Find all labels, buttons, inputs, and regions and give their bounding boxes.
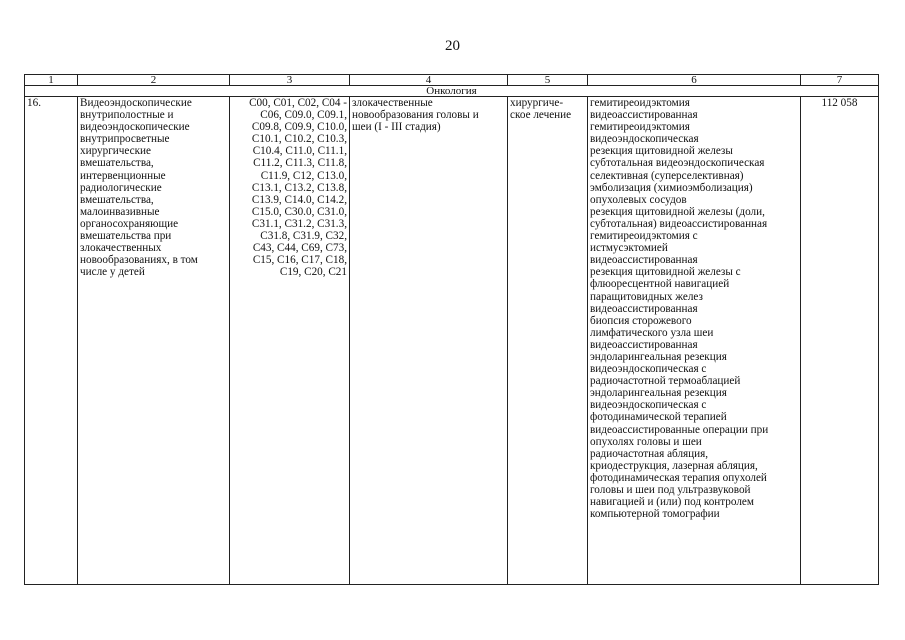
intervention-group-line: малоинвазивные bbox=[80, 205, 160, 218]
treatment-type-cell bbox=[508, 97, 588, 585]
icd-code-line: C19, C20, C21 bbox=[279, 266, 347, 279]
section-title: Онкология bbox=[25, 86, 879, 97]
treatment-method-line: эндоларингеальная резекция bbox=[590, 387, 727, 400]
treatment-method-line: биопсия сторожевого bbox=[590, 314, 692, 327]
treatment-method-line: радиочастотной термоаблацией bbox=[590, 375, 741, 388]
treatment-method-line: гемитиреоидэктомия bbox=[590, 97, 690, 109]
treatment-method-line: паращитовидных желез bbox=[590, 290, 703, 303]
treatment-method-line: видеоэндоскопическая с bbox=[590, 363, 707, 376]
intervention-group-cell bbox=[78, 97, 230, 585]
treatment-method-line: эндоларингеальная резекция bbox=[590, 350, 727, 363]
intervention-group-line: новообразованиях, в том bbox=[80, 254, 198, 267]
icd-code-line: C06, C09.0, C09.1, bbox=[260, 109, 347, 122]
treatment-method-line: флюоресцентной навигацией bbox=[590, 278, 730, 291]
treatment-method-line: фотодинамической терапией bbox=[590, 411, 727, 424]
intervention-group-line: злокачественных bbox=[80, 242, 162, 255]
treatment-method-line: селективная (суперселективная) bbox=[590, 169, 744, 182]
treatment-method-line: резекция щитовидной железы bbox=[590, 145, 733, 158]
icd-code-line: C31.1, C31.2, C31.3, bbox=[251, 217, 347, 230]
icd-code-line: C43, C44, C69, C73, bbox=[252, 242, 347, 255]
icd-code-line: C10.4, C11.0, C11.1, bbox=[252, 145, 347, 158]
treatment-method-line: навигацией и (или) под контролем bbox=[590, 496, 754, 509]
intervention-group-line: Видеоэндоскопические bbox=[80, 97, 192, 109]
intervention-group-line: вмешательства при bbox=[80, 230, 172, 243]
intervention-group-line: вмешательства, bbox=[80, 193, 154, 206]
treatment-type-line: хирургиче- bbox=[510, 97, 564, 109]
treatment-method-line: компьютерной томографии bbox=[590, 508, 720, 521]
treatment-method-line: видеоассистированная bbox=[590, 338, 698, 351]
treatment-method-line: головы и шеи под ультразвуковой bbox=[590, 484, 751, 496]
treatment-method-line: видеоассистированные операции при bbox=[590, 423, 769, 436]
diagnosis-cell bbox=[350, 97, 508, 585]
intervention-group-line: хирургические bbox=[80, 145, 152, 158]
treatment-method-line: субтотальная видеоэндоскопическая bbox=[590, 157, 765, 170]
section-row bbox=[25, 86, 879, 97]
intervention-group-line: внутриполостные и bbox=[80, 109, 174, 122]
treatment-method-line: фотодинамическая терапия опухолей bbox=[590, 471, 767, 484]
column-number-header: 4 bbox=[350, 75, 508, 86]
treatment-method-line: видеоассистированная bbox=[590, 109, 698, 122]
treatment-method-line: радиочастотная абляция, bbox=[590, 447, 709, 460]
treatment-method-line: лимфатического узла шеи bbox=[590, 326, 714, 339]
column-number-header: 5 bbox=[508, 75, 588, 86]
intervention-group-line: числе у детей bbox=[80, 266, 145, 279]
intervention-group-line: внутрипросветные bbox=[80, 133, 170, 146]
intervention-group-line: вмешательства, bbox=[80, 157, 154, 170]
treatment-method-line: истмусэктомией bbox=[590, 242, 668, 255]
icd-code-line: C10.1, C10.2, C10.3, bbox=[251, 133, 347, 146]
intervention-group-line: органосохраняющие bbox=[80, 217, 179, 230]
icd-code-line: C00, C01, C02, C04 - bbox=[249, 97, 347, 109]
treatment-method-line: резекция щитовидной железы (доли, bbox=[590, 205, 765, 218]
treatment-type-line: ское лечение bbox=[510, 109, 572, 122]
column-number-header: 1 bbox=[25, 75, 78, 86]
treatment-method-line: субтотальная) видеоассистированная bbox=[590, 217, 768, 230]
icd-code-line: C13.9, C14.0, C14.2, bbox=[251, 193, 347, 206]
treatment-method-line: криодеструкция, лазерная абляция, bbox=[590, 459, 758, 472]
intervention-group-line: интервенционные bbox=[80, 169, 166, 182]
icd-code-line: C11.9, C12, C13.0, bbox=[260, 169, 347, 182]
icd-code-line: C15, C16, C17, C18, bbox=[252, 254, 347, 267]
table-row bbox=[25, 97, 879, 585]
treatment-method-line: опухолевых сосудов bbox=[590, 193, 687, 206]
treatment-method-line: опухолях головы и шеи bbox=[590, 435, 702, 448]
treatment-method-line: гемитиреоидэктомия с bbox=[590, 230, 698, 243]
page-number: 20 bbox=[445, 38, 460, 54]
column-number-row bbox=[25, 75, 879, 86]
cost-cell: 112 058 bbox=[801, 97, 879, 585]
treatment-method-line: видеоэндоскопическая bbox=[590, 133, 699, 146]
intervention-group-line: видеоэндоскопические bbox=[80, 121, 190, 134]
column-number-header: 2 bbox=[78, 75, 230, 86]
icd-code-line: C15.0, C30.0, C31.0, bbox=[251, 205, 347, 218]
treatment-method-line: видеоассистированная bbox=[590, 254, 698, 267]
diagnosis-line: новообразования головы и bbox=[352, 109, 479, 122]
treatment-method-line: резекция щитовидной железы с bbox=[590, 266, 741, 279]
treatment-method-line: видеоассистированная bbox=[590, 302, 698, 315]
column-number-header: 7 bbox=[801, 75, 879, 86]
treatment-method-line: видеоэндоскопическая с bbox=[590, 399, 707, 412]
row-number: 16. bbox=[25, 97, 78, 585]
icd-code-line: C11.2, C11.3, C11.8, bbox=[253, 157, 347, 170]
icd-codes-cell bbox=[230, 97, 350, 585]
treatment-method-line: эмболизация (химиоэмболизация) bbox=[590, 181, 753, 194]
intervention-group-line: радиологические bbox=[80, 181, 162, 194]
column-number-header: 6 bbox=[588, 75, 801, 86]
icd-code-line: C13.1, C13.2, C13.8, bbox=[251, 181, 347, 194]
treatment-methods-cell bbox=[588, 97, 801, 585]
treatment-method-line: гемитиреоидэктомия bbox=[590, 121, 690, 134]
column-number-header: 3 bbox=[230, 75, 350, 86]
medical-care-table bbox=[24, 74, 879, 585]
diagnosis-line: шеи (I - III стадия) bbox=[352, 121, 441, 134]
icd-code-line: C31.8, C31.9, C32, bbox=[260, 230, 347, 243]
diagnosis-line: злокачественные bbox=[352, 97, 433, 109]
icd-code-line: C09.8, C09.9, C10.0, bbox=[251, 121, 347, 134]
